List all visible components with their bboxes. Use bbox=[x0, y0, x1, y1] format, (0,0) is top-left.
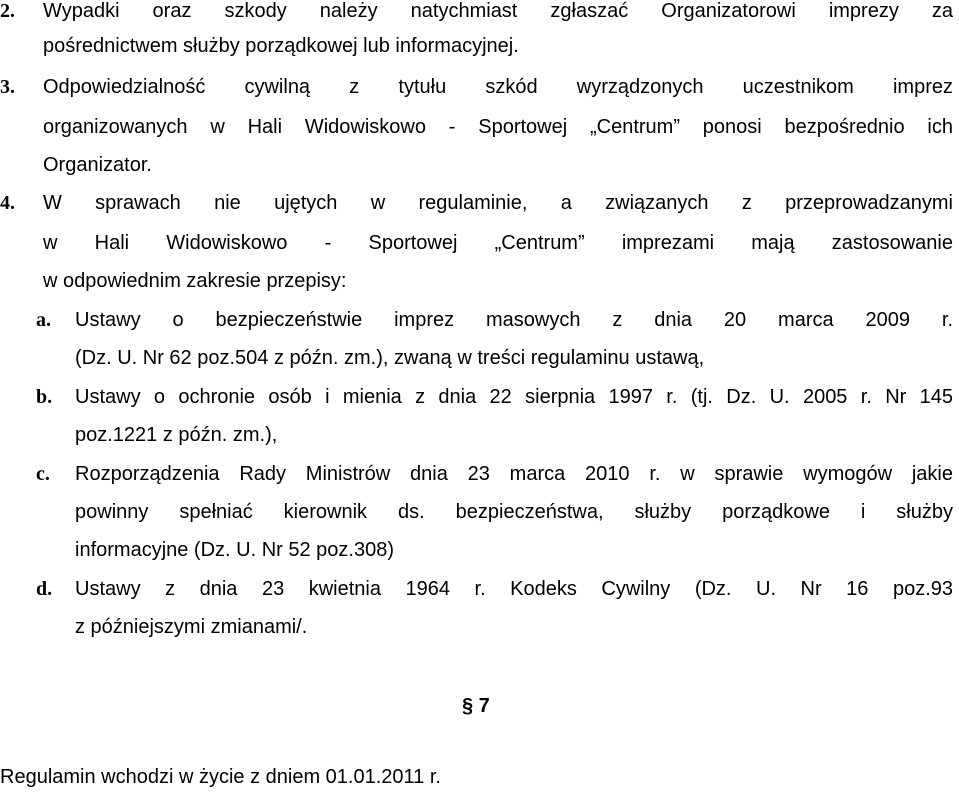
subitem-text-line: Rozporządzenia Rady Ministrów dnia 23 marca 2010 r. w sprawie wymogów jakie bbox=[75, 463, 953, 485]
subitem-text-line: Ustawy o ochronie osób i mienia z dnia 22 sierpnia 1997 r. (tj. Dz. U. 2005 r. Nr 145 bbox=[75, 386, 953, 408]
item-number: 4. bbox=[0, 192, 15, 214]
subitem-text-line: Ustawy z dnia 23 kwietnia 1964 r. Kodeks Cywilny (Dz. U. Nr 16 poz.93 bbox=[75, 578, 953, 600]
item-text-line: Wypadki oraz szkody należy natychmiast zgłaszać Organizatorowi imprezy za bbox=[43, 0, 953, 22]
item-text-line: organizowanych w Hali Widowiskowo - Sportowej „Centrum” ponosi bezpośrednio ich bbox=[43, 116, 953, 138]
item-text-line: w Hali Widowiskowo - Sportowej „Centrum” imprezami mają zastosowanie bbox=[43, 232, 953, 254]
item-number: 3. bbox=[0, 76, 15, 98]
item-number: 2. bbox=[0, 0, 15, 22]
subitem-text-line: Ustawy o bezpieczeństwie imprez masowych z dnia 20 marca 2009 r. bbox=[75, 309, 953, 331]
item-text-line: Odpowiedzialność cywilną z tytułu szkód wyrządzonych uczestnikom imprez bbox=[43, 76, 953, 98]
subitem-letter: c. bbox=[36, 463, 50, 485]
subitem-letter: b. bbox=[36, 386, 53, 408]
subitem-text-line: powinny spełniać kierownik ds. bezpieczeństwa, służby porządkowe i służby bbox=[75, 501, 953, 523]
section-heading: § 7 bbox=[462, 695, 490, 717]
item-text-line: Organizator. bbox=[43, 154, 152, 176]
item-text-line: w odpowiednim zakresie przepisy: bbox=[43, 270, 347, 292]
subitem-text-line: (Dz. U. Nr 62 poz.504 z późn. zm.), zwaną w treści regulaminu ustawą, bbox=[75, 347, 705, 369]
subitem-text-line: informacyjne (Dz. U. Nr 52 poz.308) bbox=[75, 539, 395, 561]
subitem-text-line: poz.1221 z późn. zm.), bbox=[75, 424, 278, 446]
subitem-letter: a. bbox=[36, 309, 51, 331]
subitem-letter: d. bbox=[36, 578, 53, 600]
item-text-line: W sprawach nie ujętych w regulaminie, a związanych z przeprowadzanymi bbox=[43, 192, 953, 214]
subitem-text-line: z późniejszymi zmianami/. bbox=[75, 616, 308, 638]
item-text-line: pośrednictwem służby porządkowej lub informacyjnej. bbox=[43, 35, 519, 57]
footer-text: Regulamin wchodzi w życie z dniem 01.01.2011 r. bbox=[0, 766, 441, 788]
